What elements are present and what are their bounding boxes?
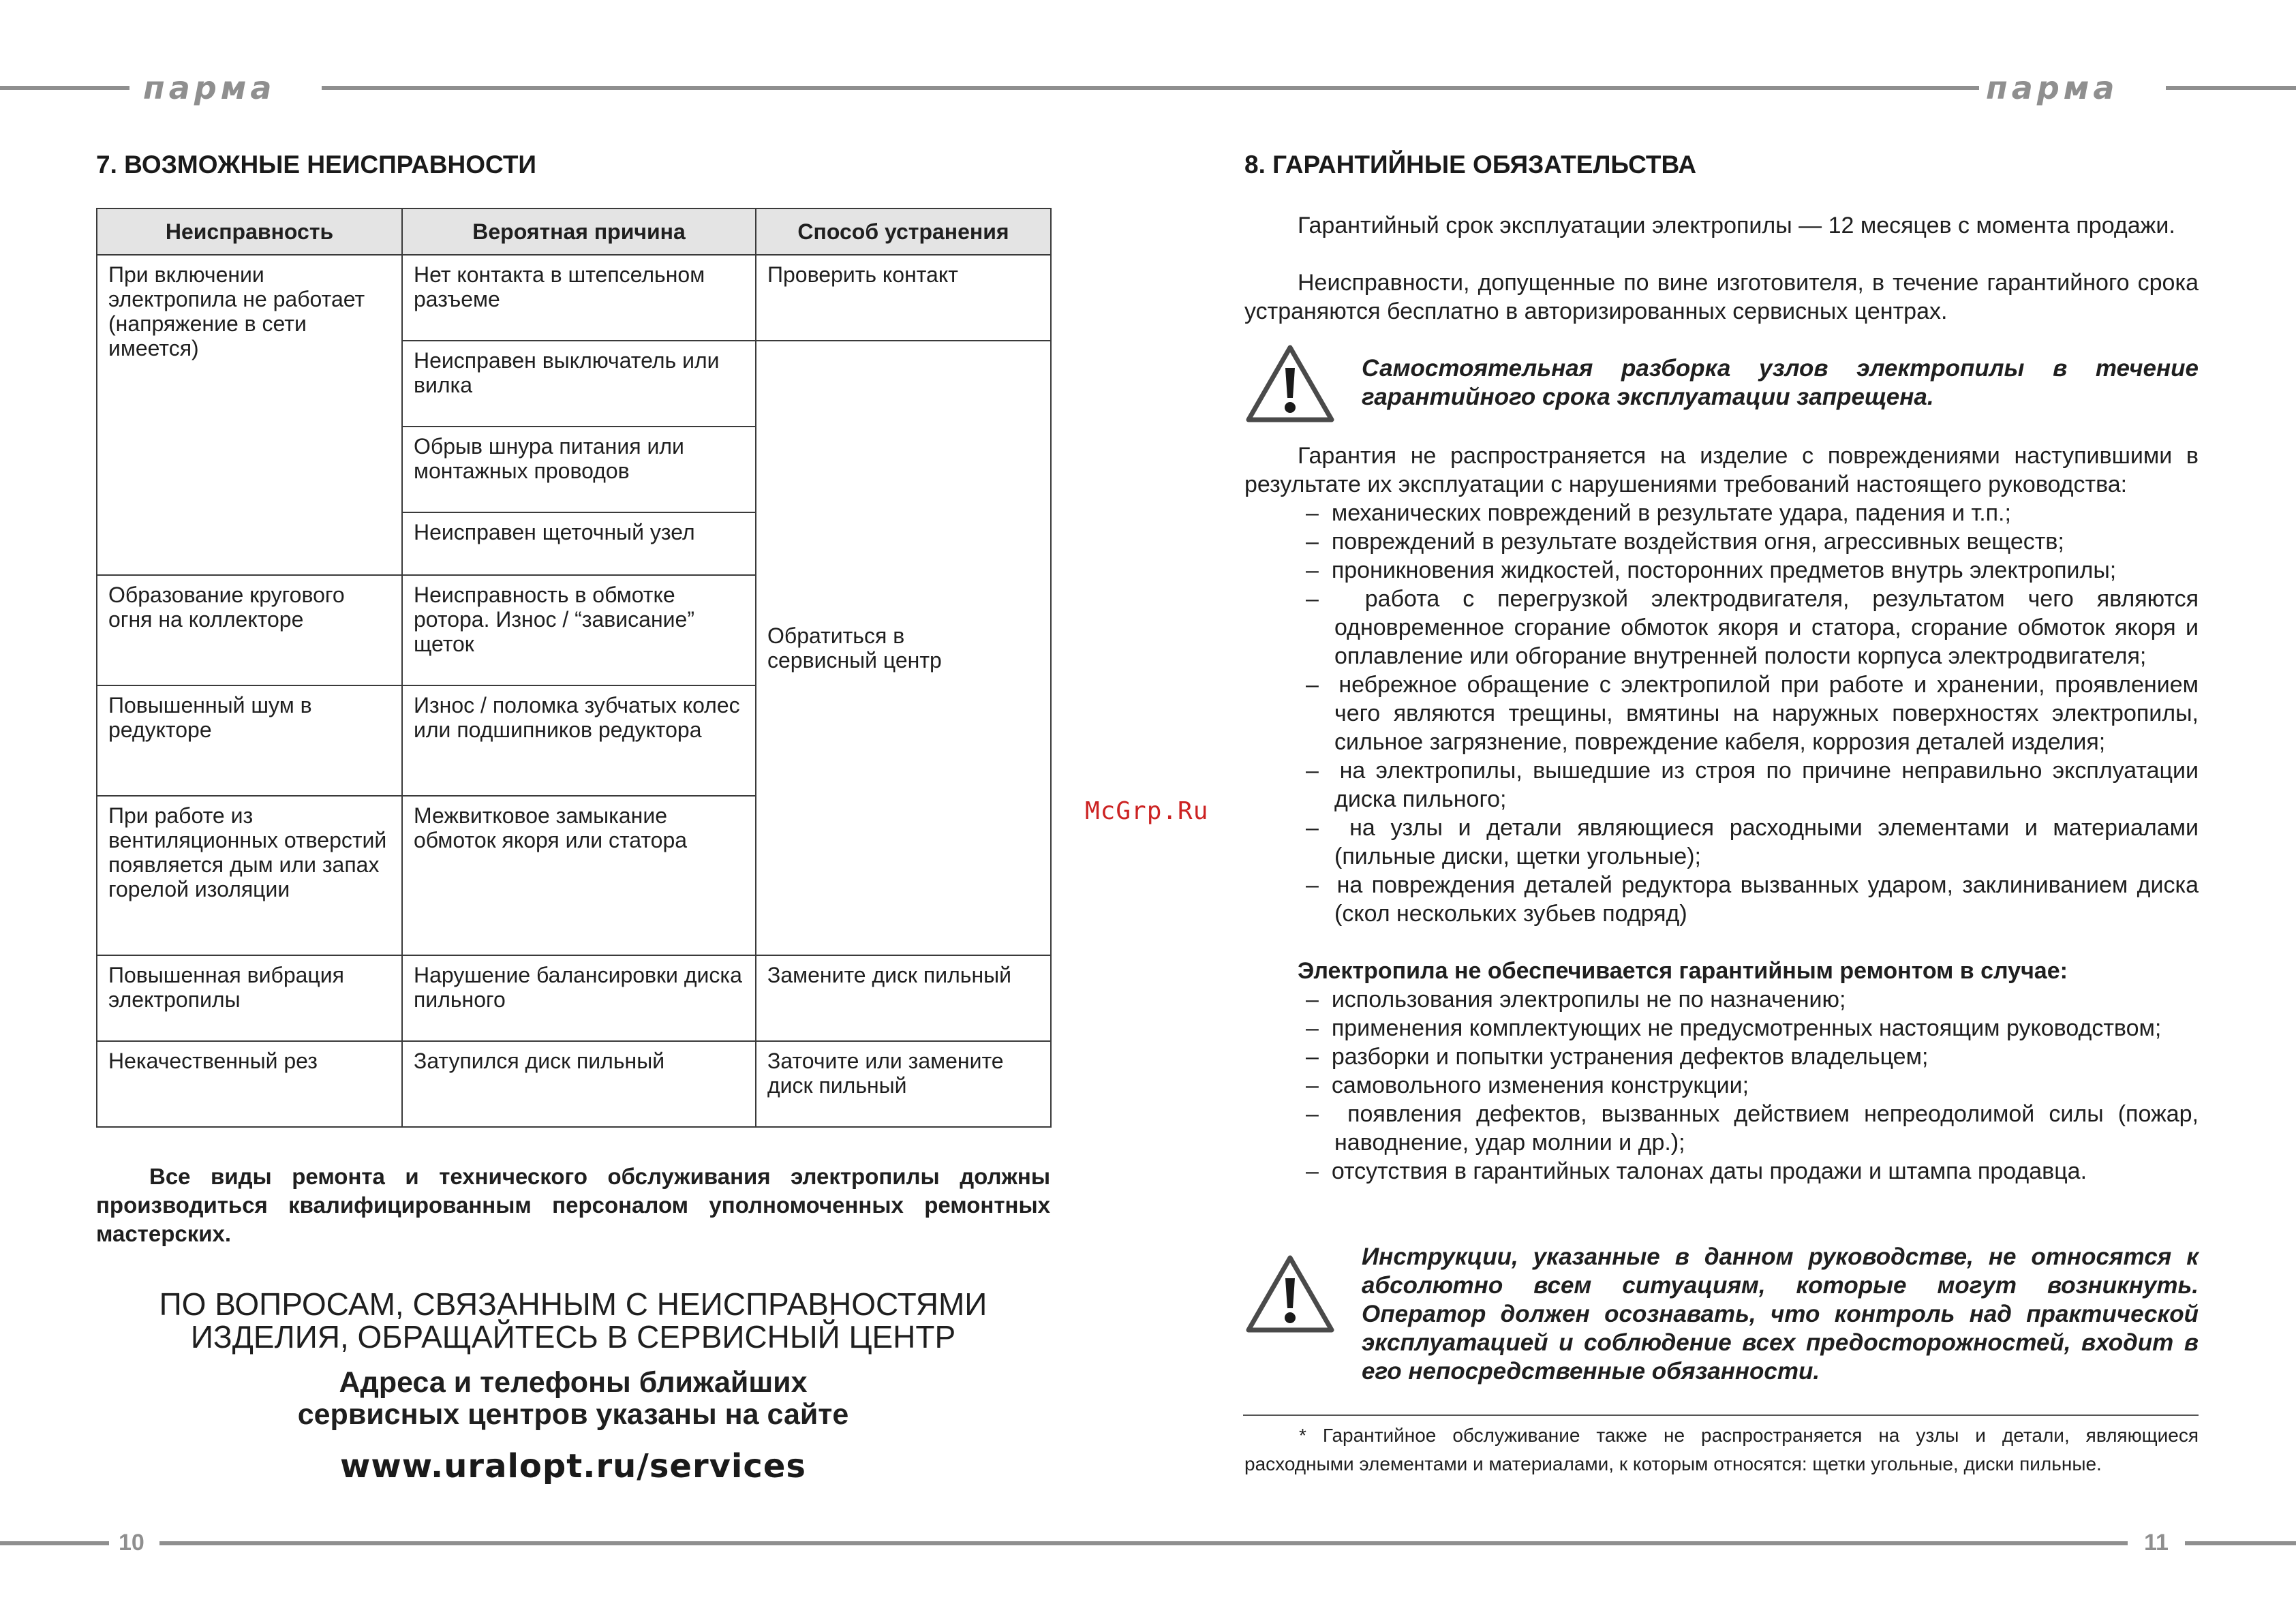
free-repair-paragraph: Неисправности, допущенные по вине изготовителя, в течение гарантийного срока устраняются бесплатно в авторизированных сервисных центрах. (1244, 270, 2199, 324)
list-item: – на электропилы, вышедшие из строя по причине неправильно эксплуатации диска пильного; (1306, 756, 2199, 814)
warranty-exclusions-intro: Гарантия не распространяется на изделие с повреждениями наступившими в результате их эксплуатации с нарушениями требований настоящего руководства: (1244, 443, 2199, 497)
cause-cell: Обрыв шнура питания или монтажных проводов (402, 427, 756, 512)
cause-cell: Неисправен выключатель или вилка (402, 341, 756, 427)
fault-cell: Повышенная вибрация электропилы (97, 955, 402, 1041)
operator-responsibility-warning: Инструкции, указанные в данном руководстве, не относятся к абсолютно всем ситуациям, которые могут возникнуть. Оператор должен осознавать, что контроль над практической эксплуатацией и соблюдение всех предосторожностей, входит в его непосредственные обязанности. (1362, 1243, 2199, 1385)
fault-cell: Образование кругового огня на коллекторе (97, 575, 402, 685)
fault-cell: Некачественный рез (97, 1041, 402, 1127)
contact-heading (96, 1288, 1050, 1353)
cause-cell: Нарушение балансировки диска пильного (402, 955, 756, 1041)
list-item: – использования электропилы не по назначению; (1306, 985, 2199, 1014)
fault-cell: При работе из вентиляционных отверстий появляется дым или запах горелой изоляции (97, 796, 402, 955)
fix-cell: Замените диск пильный (756, 955, 1051, 1041)
brand-logo-right: парма (1986, 69, 2119, 106)
fix-cell: Заточите или замените диск пильный (756, 1041, 1051, 1127)
cause-cell: Неисправность в обмотке ротора. Износ / “зависание” щеток (402, 575, 756, 685)
list-item: – на повреждения деталей редуктора вызванных ударом, заклиниванием диска (скол нескольких зубьев подряд) (1306, 871, 2199, 928)
list-item: – работа с перегрузкой электродвигателя, результатом чего являются одновременное сгорание обмоток якоря и статора, сгорание обмоток якоря и оплавление или обгорание внутренней полости корпуса электродвигателя; (1306, 585, 2199, 670)
footer-rule-left (0, 1541, 109, 1545)
address-line-1: Адреса и телефоны ближайших (339, 1366, 808, 1399)
cause-cell: Межвитковое замыкание обмоток якоря или статора (402, 796, 756, 955)
list-item: – применения комплектующих не предусмотренных настоящим руководством; (1306, 1014, 2199, 1042)
repair-note: Все виды ремонта и технического обслуживания электропилы должны производиться квалифицированным персоналом уполномоченных ремонтных мастерских. (96, 1164, 1050, 1246)
faults-table (96, 208, 1052, 1128)
table-row (97, 1041, 1051, 1127)
footer-rule-center (159, 1541, 2128, 1545)
list-item: – на узлы и детали являющиеся расходными элементами и материалами (пильные диски, щетки угольные); (1306, 814, 2199, 871)
warning-triangle-icon (1244, 1254, 1336, 1334)
column-header-fault: Неисправность (97, 208, 402, 255)
footnote-divider (1243, 1415, 2199, 1416)
service-url-link[interactable]: www.uralopt.ru/services (340, 1447, 806, 1485)
list-item: – повреждений в результате воздействия огня, агрессивных веществ; (1306, 527, 2199, 556)
contact-line-1: ПО ВОПРОСАМ, СВЯЗАННЫМ С НЕИСПРАВНОСТЯМИ (159, 1286, 988, 1322)
address-line-2: сервисных центров указаны на сайте (297, 1398, 849, 1431)
column-header-fix: Способ устранения (756, 208, 1051, 255)
cause-cell: Затупился диск пильный (402, 1041, 756, 1127)
footnote: * Гарантийное обслуживание также не распространяется на узлы и детали, являющиеся расходными элементами и материалами, к которым относятся: щетки угольные, диски пильные. (1244, 1425, 2199, 1474)
warning-triangle-icon (1244, 343, 1336, 424)
cause-cell: Износ / поломка зубчатых колес или подшипников редуктора (402, 685, 756, 796)
contact-line-2: ИЗДЕЛИЯ, ОБРАЩАЙТЕСЬ В СЕРВИСНЫЙ ЦЕНТР (190, 1319, 956, 1355)
section-title-faults: 7. ВОЗМОЖНЫЕ НЕИСПРАВНОСТИ (96, 151, 537, 179)
warranty-period-paragraph: Гарантийный срок эксплуатации электропилы — 12 месяцев с момента продажи. (1298, 213, 2175, 238)
list-item: – разборки и попытки устранения дефектов владельцем; (1306, 1042, 2199, 1071)
warranty-exclusions-list (1306, 499, 2199, 928)
fix-cell: Обратиться в сервисный центр (756, 341, 1051, 955)
no-warranty-title: Электропила не обеспечивается гарантийным ремонтом в случае: (1298, 958, 2068, 984)
list-item: – проникновения жидкостей, посторонних предметов внутрь электропилы; (1306, 556, 2199, 585)
table-header-row (97, 208, 1051, 255)
header-rule-center (322, 86, 1979, 90)
disassembly-warning: Самостоятельная разборка узлов электропилы в течение гарантийного срока эксплуатации запрещена. (1362, 355, 2199, 410)
fix-cell: Проверить контакт (756, 255, 1051, 341)
cause-cell: Неисправен щеточный узел (402, 512, 756, 575)
cause-cell: Нет контакта в штепсельном разъеме (402, 255, 756, 341)
watermark: McGrp.Ru (1085, 797, 1209, 825)
header-rule-left (0, 86, 129, 90)
section-title-warranty: 8. ГАРАНТИЙНЫЕ ОБЯЗАТЕЛЬСТВА (1244, 151, 1697, 179)
no-warranty-list (1306, 985, 2199, 1186)
fault-cell: При включении электропила не работает (напряжение в сети имеется) (97, 255, 402, 575)
address-heading (96, 1367, 1050, 1431)
brand-logo-left: парма (143, 69, 276, 106)
column-header-cause: Вероятная причина (402, 208, 756, 255)
table-row (97, 255, 1051, 341)
list-item: – механических повреждений в результате удара, падения и т.п.; (1306, 499, 2199, 527)
fault-cell: Повышенный шум в редукторе (97, 685, 402, 796)
list-item: – самовольного изменения конструкции; (1306, 1071, 2199, 1100)
page-number-right: 11 (2144, 1530, 2169, 1556)
table-row (97, 955, 1051, 1041)
list-item: – появления дефектов, вызванных действием непреодолимой силы (пожар, наводнение, удар молнии и др.); (1306, 1100, 2199, 1157)
header-rule-right (2166, 86, 2296, 90)
list-item: – небрежное обращение с электропилой при работе и хранении, проявлением чего являются трещины, вмятины на наружных поверхностях электропилы, сильное загрязнение, повреждение кабеля, коррозия деталей изделия; (1306, 670, 2199, 756)
footer-rule-right (2185, 1541, 2296, 1545)
page-number-left: 10 (119, 1530, 144, 1556)
list-item: – отсутствия в гарантийных талонах даты продажи и штампа продавца. (1306, 1157, 2199, 1186)
